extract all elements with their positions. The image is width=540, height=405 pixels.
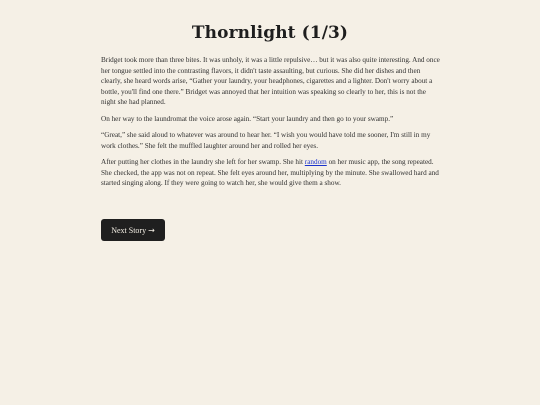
paragraph-text-before-link: After putting her clothes in the laundry she left for her swamp. She hit xyxy=(101,158,305,166)
story-paragraph-4 xyxy=(101,157,441,189)
random-link[interactable]: random xyxy=(304,158,327,166)
story-paragraph-3: “Great,” she said aloud to whatever was around to hear her. “I wish you would have told me sooner, I'm still in my work clothes.” She felt the muffled laughter around her and rolled her eyes. xyxy=(101,131,431,150)
next-story-label: Next Story xyxy=(111,225,147,235)
page-title: Thornlight (1/3) xyxy=(191,23,349,43)
story-paragraph-1: Bridget took more than three bites. It was unholy, it was a little repulsive… but it was also quite interesting. And once her tongue settled into the contrasting flavors, it didn't taste assaulting, but curious. She did her dishes and then clearly, she heard words arise, “Gather your laundry, your headphones, cigarettes and a lighter. Don't worry about a bottle, you'll find one there.” Bridget was annoyed that her intuition was speaking so clearly to her, this is not the night she had planned. xyxy=(101,56,440,106)
story-paragraph-2: On her way to the laundromat the voice arose again. “Start your laundry and then go to your swamp.” xyxy=(101,114,394,123)
arrow-right-icon: → xyxy=(148,225,155,235)
paragraph-text-after-link: on her music app, the song repeated. She checked, the app was not on repeat. She felt eyes around her, multiplying by the minute. She swallowed hard and started singing along. If they were going to watch her, she would give them a show. xyxy=(101,158,439,187)
story-body xyxy=(101,55,441,195)
next-story-button[interactable] xyxy=(101,219,165,241)
